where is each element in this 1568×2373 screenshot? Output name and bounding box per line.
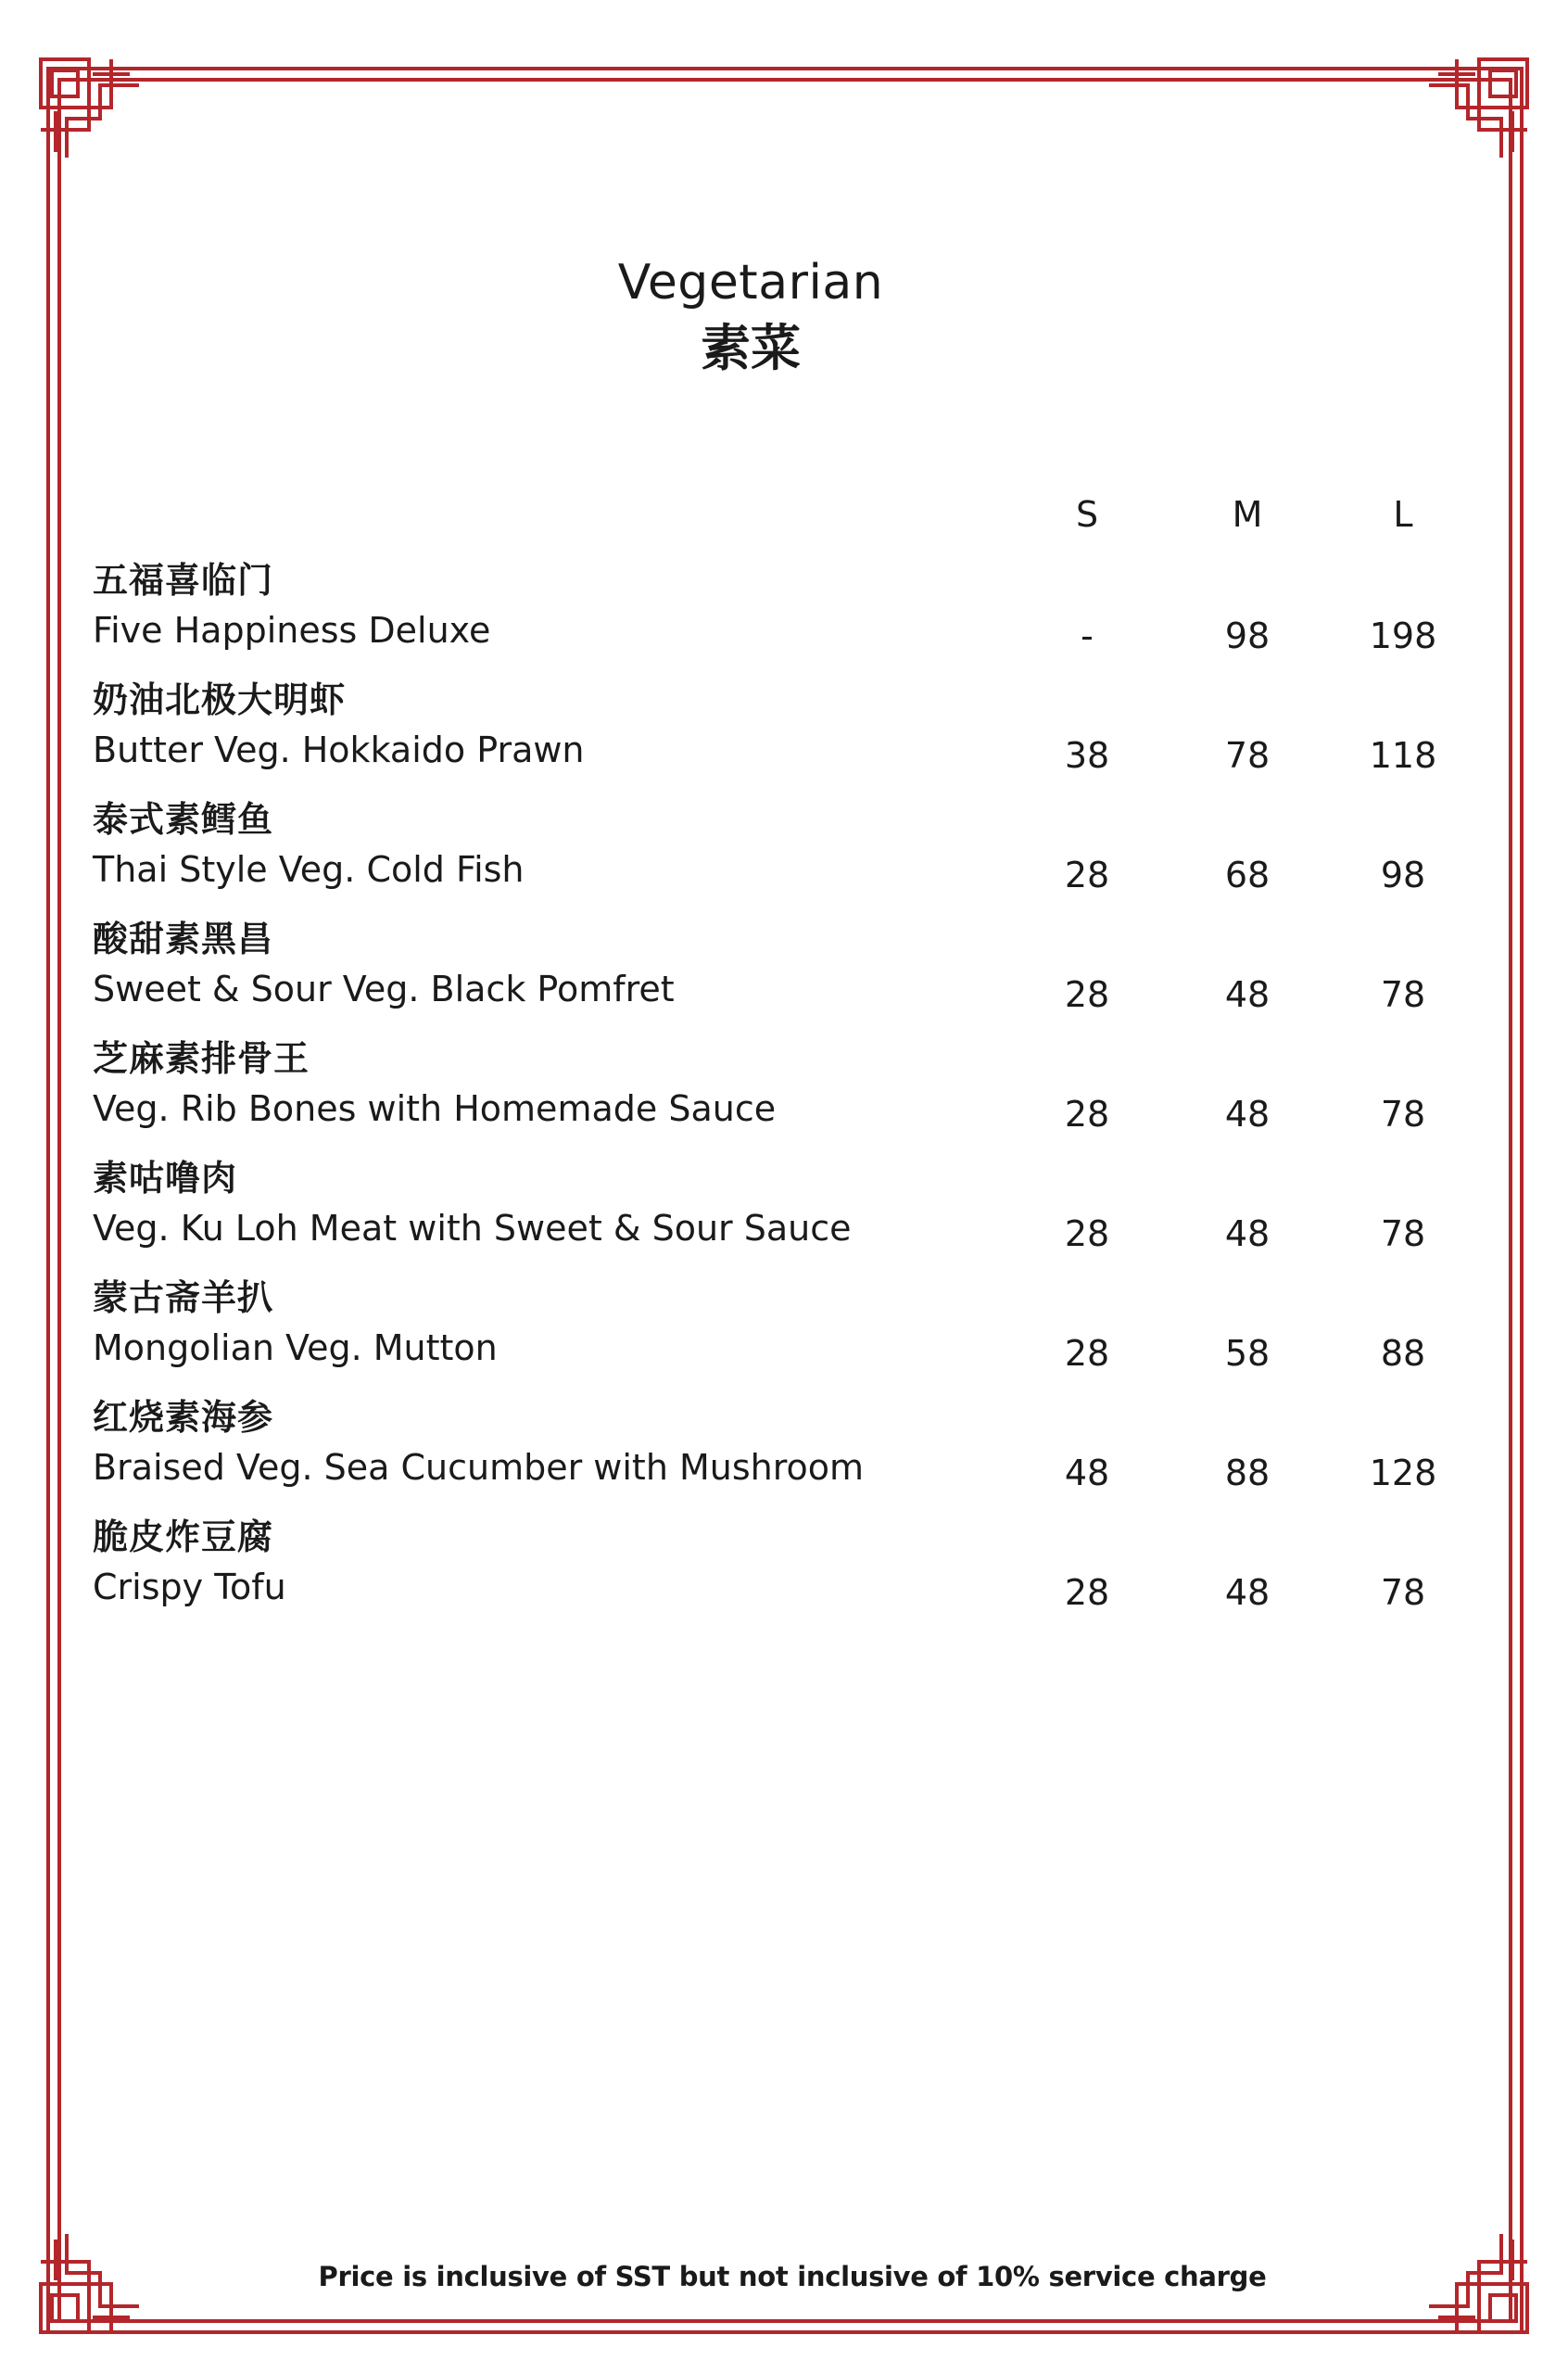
column-header-small: S <box>1075 494 1099 535</box>
item-name-english: Thai Style Veg. Cold Fish <box>93 849 525 890</box>
column-header-large: L <box>1393 494 1413 535</box>
item-name-chinese: 奶油北极大明虾 <box>93 679 347 720</box>
item-name-chinese: 五福喜临门 <box>93 560 274 601</box>
item-name-english: Crispy Tofu <box>93 1567 286 1607</box>
corner-ornament-top-right <box>1429 59 1527 158</box>
price-medium: 68 <box>1224 855 1271 895</box>
price-small: 28 <box>1064 974 1110 1015</box>
price-disclaimer: Price is inclusive of SST but not inclusive of 10% service charge <box>318 2261 1267 2292</box>
price-medium: 98 <box>1224 615 1271 656</box>
menu-item <box>93 795 1483 915</box>
item-name-chinese: 酸甜素黑昌 <box>93 919 274 959</box>
price-small: 28 <box>1064 1572 1110 1613</box>
item-name-english: Braised Veg. Sea Cucumber with Mushroom <box>93 1447 865 1488</box>
price-medium: 48 <box>1224 974 1271 1015</box>
column-header-medium: M <box>1232 494 1263 535</box>
item-name-chinese: 芝麻素排骨王 <box>93 1038 310 1079</box>
item-name-english: Veg. Rib Bones with Homemade Sauce <box>93 1088 777 1129</box>
item-name-chinese: 脆皮炸豆腐 <box>93 1516 274 1557</box>
menu-item <box>93 1393 1483 1513</box>
price-medium: 78 <box>1224 735 1271 776</box>
item-name-chinese: 素咕噜肉 <box>93 1158 238 1199</box>
price-small: 28 <box>1064 1094 1110 1135</box>
price-large: 78 <box>1380 1213 1426 1254</box>
price-small: - <box>1081 615 1094 656</box>
menu-item <box>93 556 1483 676</box>
price-large: 88 <box>1380 1333 1426 1374</box>
price-medium: 48 <box>1224 1572 1271 1613</box>
menu-item <box>93 1034 1483 1154</box>
item-name-english: Butter Veg. Hokkaido Prawn <box>93 730 585 770</box>
price-large: 78 <box>1380 1572 1426 1613</box>
menu-item <box>93 1513 1483 1632</box>
menu-item <box>93 676 1483 795</box>
price-small: 28 <box>1064 855 1110 895</box>
item-name-english: Sweet & Sour Veg. Black Pomfret <box>93 969 675 1009</box>
item-name-chinese: 泰式素鳕鱼 <box>93 799 274 840</box>
title-chinese: 素菜 <box>701 319 801 377</box>
price-small: 38 <box>1064 735 1110 776</box>
price-small: 28 <box>1064 1333 1110 1374</box>
price-medium: 48 <box>1224 1094 1271 1135</box>
item-name-chinese: 红烧素海参 <box>93 1397 274 1438</box>
title-english: Vegetarian <box>617 255 884 311</box>
item-name-english: Mongolian Veg. Mutton <box>93 1327 498 1368</box>
price-large: 78 <box>1380 1094 1426 1135</box>
price-medium: 88 <box>1224 1453 1271 1493</box>
price-small: 28 <box>1064 1213 1110 1254</box>
price-medium: 58 <box>1224 1333 1271 1374</box>
item-name-english: Veg. Ku Loh Meat with Sweet & Sour Sauce <box>93 1208 852 1249</box>
corner-ornament-top-left <box>41 59 139 158</box>
price-large: 98 <box>1380 855 1426 895</box>
item-name-chinese: 蒙古斋羊扒 <box>93 1277 274 1318</box>
menu-title <box>0 250 1501 382</box>
menu-item <box>93 915 1483 1034</box>
price-large: 78 <box>1380 974 1426 1015</box>
price-large: 118 <box>1369 735 1437 776</box>
menu-item <box>93 1274 1483 1393</box>
price-medium: 48 <box>1224 1213 1271 1254</box>
price-large: 198 <box>1369 615 1437 656</box>
price-small: 48 <box>1064 1453 1110 1493</box>
price-large: 128 <box>1369 1453 1437 1493</box>
menu-item-list <box>93 556 1483 1632</box>
menu-item <box>93 1154 1483 1274</box>
item-name-english: Five Happiness Deluxe <box>93 610 491 651</box>
